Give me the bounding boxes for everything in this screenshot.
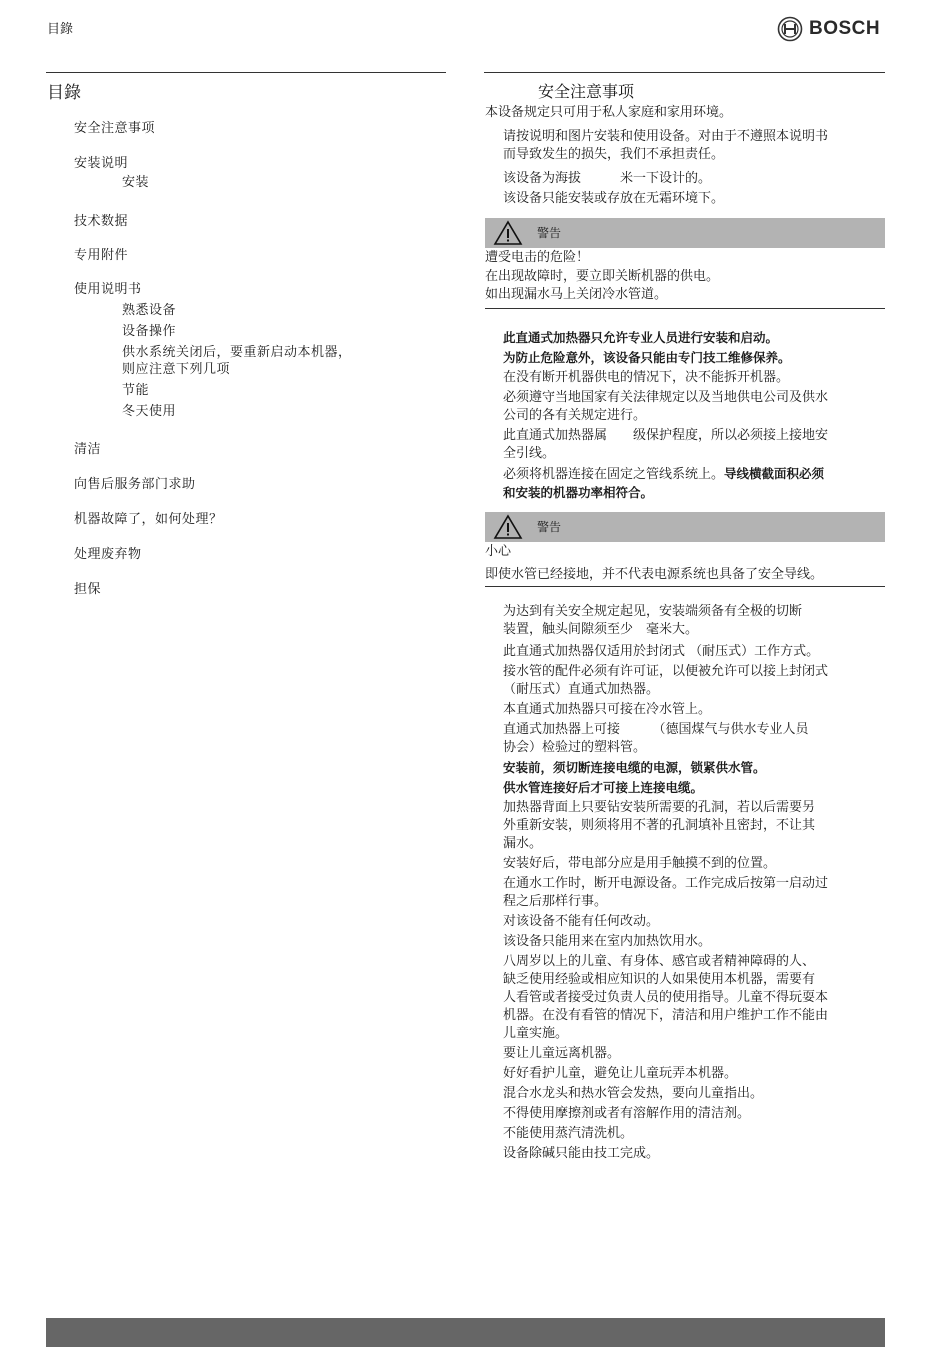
toc-subentry-label[interactable]: 熟悉设备 bbox=[122, 303, 177, 318]
paragraph bbox=[503, 603, 885, 639]
paragraph bbox=[503, 427, 885, 463]
toc-entry-label[interactable]: 向售后服务部门求助 bbox=[74, 477, 196, 492]
text-line: 加热器背面上只要钻安装所需要的孔洞，若以后需要另 bbox=[503, 800, 816, 815]
paragraph: 该设备只能安装或存放在无霜环境下。 bbox=[503, 191, 725, 206]
toc-entry[interactable] bbox=[74, 474, 414, 509]
toc-subentry-label[interactable]: 供水系统关闭后，要重新启动本机器， bbox=[122, 345, 352, 360]
toc-entry[interactable] bbox=[74, 509, 414, 544]
text-line: 请按说明和图片安装和使用设备。对由于不遵照本说明书 bbox=[503, 129, 829, 144]
text-span: 必须将机器连接在固定之管线系统上。 bbox=[503, 467, 725, 482]
paragraph bbox=[503, 875, 885, 911]
paragraph: 不能使用蒸汽清洗机。 bbox=[503, 1126, 634, 1141]
warning-label: 警告 bbox=[537, 226, 562, 240]
toc-entry-label[interactable]: 处理废弃物 bbox=[74, 547, 142, 562]
warning-banner bbox=[485, 218, 885, 248]
toc-entry-label[interactable]: 担保 bbox=[74, 582, 102, 597]
text-line bbox=[503, 465, 885, 484]
toc-subentry-label[interactable]: 设备操作 bbox=[122, 324, 177, 339]
text-line: 在出现故障时，要立即关断机器的供电。 bbox=[485, 269, 720, 284]
toc-subentry-label[interactable]: 节能 bbox=[122, 383, 150, 398]
toc-entry-label[interactable]: 专用附件 bbox=[74, 248, 129, 263]
paragraph: 不得使用摩擦剂或者有溶解作用的清洁剂。 bbox=[503, 1106, 751, 1121]
toc-entry[interactable] bbox=[74, 153, 414, 211]
text-line: 为达到有关安全规定起见，安装端须备有全极的切断 bbox=[503, 604, 803, 619]
text-line: （耐压式）直通式加热器。 bbox=[503, 682, 660, 697]
warning-banner bbox=[485, 512, 885, 542]
paragraph: 设备除碱只能由技工完成。 bbox=[503, 1146, 660, 1161]
text-line: 机器。在没有看管的情况下，清洁和用户维护工作不能由 bbox=[503, 1008, 829, 1023]
paragraph: 本直通式加热器只可接在冷水管上。 bbox=[503, 702, 712, 717]
paragraph bbox=[503, 953, 885, 1043]
text-line: 直通式加热器上可接 （德国煤气与供水专业人员 bbox=[503, 722, 809, 737]
warning-box bbox=[485, 542, 885, 587]
warning-box bbox=[485, 248, 885, 309]
toc-entry[interactable] bbox=[74, 118, 414, 153]
toc-entry-label[interactable]: 机器故障了，如何处理？ bbox=[74, 512, 223, 527]
paragraph bbox=[503, 799, 885, 853]
toc-entry-label[interactable]: 清洁 bbox=[74, 442, 102, 457]
text-line: 全引线。 bbox=[503, 446, 556, 461]
text-line: 在通水工作时，断开电源设备。工作完成后按第一启动过 bbox=[503, 876, 829, 891]
text-line: 外重新安装，则须将用不著的孔洞填补且密封，不让其 bbox=[503, 818, 816, 833]
text-line: 协会）检验过的塑料管。 bbox=[503, 740, 647, 755]
bold-paragraph: 为防止危险意外，该设备只能由专门技工维修保养。 bbox=[503, 350, 791, 365]
text-line: 即使水管已经接地，并不代表电源系统也具备了安全导线。 bbox=[485, 567, 824, 582]
bosch-armature-icon bbox=[777, 16, 803, 42]
text-line: 和安装的机器功率相符合。 bbox=[503, 485, 654, 500]
warning-label: 警告 bbox=[537, 520, 562, 534]
paragraph: 对该设备不能有任何改动。 bbox=[503, 914, 660, 929]
text-line: 公司的各有关规定进行。 bbox=[503, 408, 647, 423]
paragraph: 好好看护儿童，避免让儿童玩弄本机器。 bbox=[503, 1066, 738, 1081]
safety-section bbox=[485, 80, 885, 1165]
toc-entry-label[interactable]: 使用说明书 bbox=[74, 282, 142, 297]
toc-entry-label[interactable]: 安全注意事项 bbox=[74, 121, 156, 136]
bosch-logo bbox=[777, 16, 880, 42]
paragraph: 在没有断开机器供电的情况下，决不能拆开机器。 bbox=[503, 370, 790, 385]
warning-heading: 小心 bbox=[485, 544, 512, 559]
toc-entry[interactable] bbox=[74, 579, 414, 614]
paragraph: 混合水龙头和热水管会发热，要向儿童指出。 bbox=[503, 1086, 764, 1101]
bold-paragraph: 安装前，须切断连接电缆的电源，锁紧供水管。 bbox=[503, 760, 766, 775]
bold-paragraph: 此直通式加热器只允许专业人员进行安装和启动。 bbox=[503, 330, 779, 345]
paragraph: 该设备只能用来在室内加热饮用水。 bbox=[503, 934, 712, 949]
text-line: 漏水。 bbox=[503, 836, 543, 851]
header-section-label: 目錄 bbox=[47, 22, 74, 37]
paragraph bbox=[503, 721, 885, 757]
paragraph bbox=[503, 389, 885, 425]
text-line: 装置，触头间隙须至少 毫米大。 bbox=[503, 622, 699, 637]
toc-title: 目錄 bbox=[47, 83, 81, 103]
paragraph bbox=[503, 465, 885, 502]
text-line: 缺乏使用经验或相应知识的人如果使用本机器，需要有 bbox=[503, 972, 816, 987]
text-line: 接水管的配件必须有许可证，以便被允许可以接上封闭式 bbox=[503, 664, 829, 679]
text-line: 而导致发生的损失，我们不承担责任。 bbox=[503, 147, 725, 162]
paragraph: 此直通式加热器仅适用於封闭式 （耐压式）工作方式。 bbox=[503, 644, 820, 659]
paragraph: 安装好后，带电部分应是用手触摸不到的位置。 bbox=[503, 856, 777, 871]
toc-entry[interactable] bbox=[74, 211, 414, 245]
toc-subentry-label[interactable]: 则应注意下列几项 bbox=[122, 362, 231, 377]
toc-entry[interactable] bbox=[74, 245, 414, 279]
text-span-bold: 导线横截面积必须 bbox=[724, 466, 825, 481]
text-line: 儿童实施。 bbox=[503, 1026, 569, 1041]
toc-subentry-label[interactable]: 冬天使用 bbox=[122, 404, 177, 419]
toc-entry[interactable] bbox=[74, 439, 414, 474]
intro-text: 本设备规定只可用于私人家庭和家用环境。 bbox=[485, 105, 733, 120]
footer-bar bbox=[46, 1318, 885, 1347]
text-line: 此直通式加热器属 级保护程度，所以必须接上接地安 bbox=[503, 428, 829, 443]
bosch-wordmark: BOSCH bbox=[809, 18, 881, 39]
text-line: 人看管或者接受过负责人员的使用指导。儿童不得玩耍本 bbox=[503, 990, 829, 1005]
toc-entry-label[interactable]: 安装说明 bbox=[74, 156, 129, 171]
safety-top-rule bbox=[484, 72, 885, 73]
text-line: 程之后那样行事。 bbox=[503, 894, 608, 909]
text-line: 必须遵守当地国家有关法律规定以及当地供电公司及供水 bbox=[503, 390, 829, 405]
warning-triangle-icon bbox=[493, 514, 523, 540]
text-line: 如出现漏水马上关闭冷水管道。 bbox=[485, 287, 668, 302]
warning-triangle-icon bbox=[493, 220, 523, 246]
paragraph: 要让儿童远离机器。 bbox=[503, 1046, 621, 1061]
toc-subentry-label[interactable]: 安装 bbox=[122, 175, 150, 190]
paragraph bbox=[503, 663, 885, 699]
toc-entry-label[interactable]: 技术数据 bbox=[74, 214, 129, 229]
warning-heading: 遭受电击的危险！ bbox=[485, 250, 590, 265]
paragraph: 该设备为海拔 米一下设计的。 bbox=[503, 171, 712, 186]
toc-entry[interactable] bbox=[74, 279, 414, 439]
table-of-contents bbox=[74, 118, 414, 614]
text-line: 八周岁以上的儿童、有身体、感官或者精神障碍的人、 bbox=[503, 954, 816, 969]
toc-top-rule bbox=[46, 72, 446, 73]
toc-entry[interactable] bbox=[74, 544, 414, 579]
bold-paragraph: 供水管连接好后才可接上连接电缆。 bbox=[503, 780, 704, 795]
paragraph bbox=[503, 128, 885, 164]
section-title: 安全注意事项 bbox=[538, 82, 635, 101]
